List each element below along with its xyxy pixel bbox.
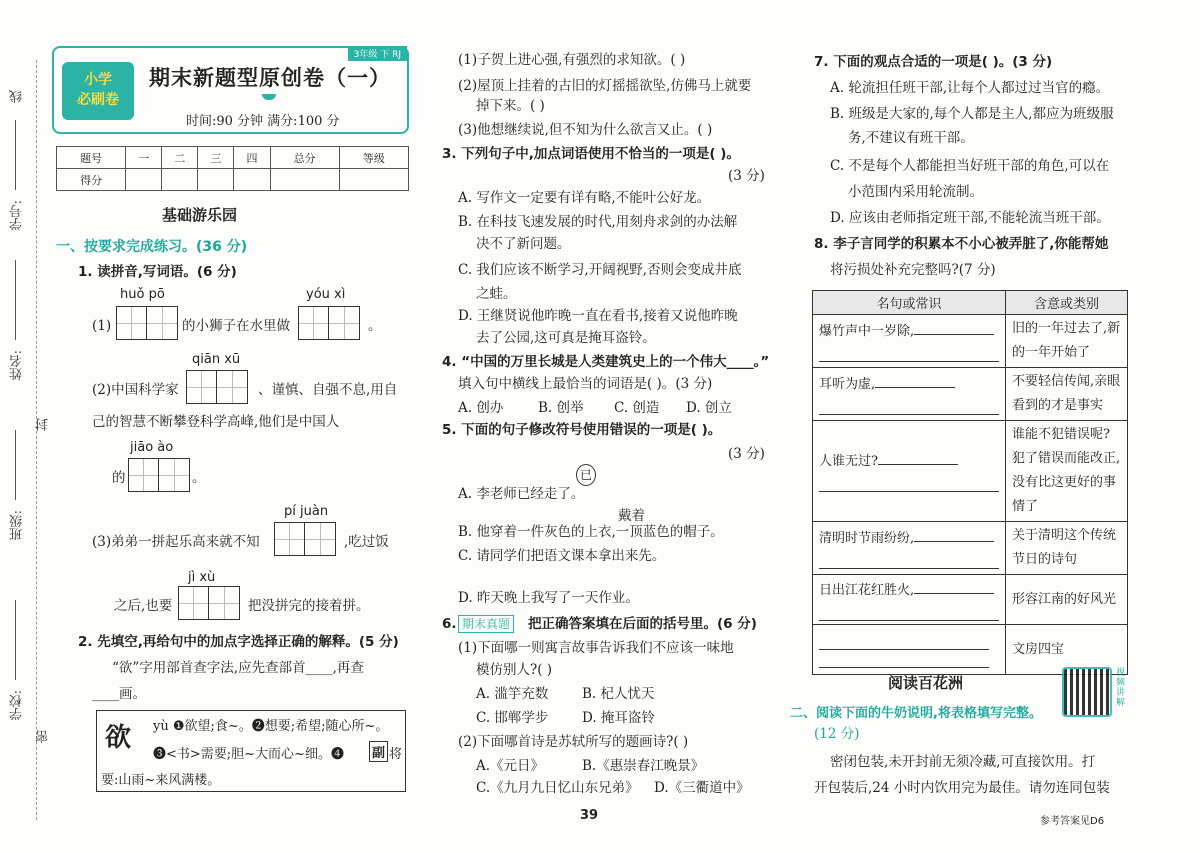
pinyin-4: jiāo ào	[130, 440, 174, 455]
q6-1b: 模仿别人?( )	[476, 662, 553, 678]
q1: 1. 读拼音,写词语。(6 分)	[78, 264, 237, 280]
q3-c: C. 我们应该不断学习,开阔视野,否则会变成井底	[458, 262, 742, 278]
pinyin-5: pí juàn	[284, 504, 329, 519]
table-cell-left[interactable]: 爆竹声中一岁除,	[813, 315, 1006, 368]
q6-1: (1)下面哪一则寓言故事告诉我们不应该一味地	[458, 640, 734, 656]
part2-score: (12 分)	[814, 726, 860, 742]
tianzige-6[interactable]	[178, 586, 240, 620]
q1-1-text: 的小狮子在水里做	[182, 318, 290, 334]
q5: 5. 下面的句子修改符号使用错误的一项是( )。	[442, 422, 722, 438]
score-cell: 总分	[270, 147, 339, 169]
gutter-school: 学校:	[10, 690, 25, 721]
q5-d: D. 昨天晚上我写了一天作业。	[458, 590, 639, 606]
column-1	[52, 0, 417, 853]
binding-gutter	[0, 0, 51, 853]
q5-score: (3 分)	[728, 446, 765, 462]
q4-b: 填入句中横线上最恰当的词语是( )。(3 分)	[458, 376, 713, 392]
score-input[interactable]	[126, 169, 162, 191]
answer-reference: 参考答案见D6	[1040, 816, 1105, 827]
table-cell-left[interactable]: 耳听为虚,	[813, 368, 1006, 421]
q1-3-a: (3)弟弟一拼起乐高来就不知	[92, 534, 260, 550]
score-input[interactable]	[162, 169, 198, 191]
q1-2-c: 己的智慧不断攀登科学高峰,他们是中国人	[92, 414, 340, 430]
table-row	[813, 368, 1128, 421]
gutter-mi: 密	[36, 730, 51, 743]
q7-b2: 务,不建议有班干部。	[848, 130, 974, 146]
score-input[interactable]	[270, 169, 339, 191]
q3-d2: 去了公园,这可真是掩耳盗铃。	[476, 330, 656, 346]
brand-logo: 小学 必刷卷	[62, 62, 134, 120]
q7-c2: 小范围内采用轮流制。	[848, 184, 983, 200]
q5-b-mark: 戴着	[618, 508, 645, 524]
score-table	[56, 146, 409, 191]
q8: 8. 李子言同学的积累本不小心被弄脏了,你能帮她	[814, 236, 1109, 252]
score-cell: 得分	[57, 169, 126, 191]
q7-a[interactable]: A. 轮流担任班干部,让每个人都过过当官的瘾。	[830, 80, 1110, 96]
q2: 2. 先填空,再给句中的加点字选择正确的解释。(5 分)	[78, 634, 399, 650]
q6-1-opt-c[interactable]: C. 邯郸学步	[476, 710, 549, 726]
score-table-header-row	[57, 147, 409, 169]
q3-b2: 决不了新问题。	[476, 236, 571, 252]
q7-b[interactable]: B. 班级是大家的,每个人都是主人,都应为班级服	[830, 106, 1114, 122]
q1-2-a: (2)中国科学家	[92, 382, 179, 398]
table-cell-right: 形容江南的好风光	[1006, 575, 1128, 625]
q1-2-d: 的	[112, 470, 126, 486]
q2-a: “欲”字用部首查字法,应先查部首____,再查	[112, 660, 364, 676]
q1-3-d: 把没拼完的接着拼。	[248, 598, 370, 614]
q1-2-b: 、谨慎、自强不息,用自	[258, 382, 398, 398]
tianzige-3[interactable]	[186, 370, 248, 404]
q2-sub2: (2)屋顶上挂着的古旧的灯摇摇欲坠,仿佛马上就要	[458, 78, 752, 94]
score-input[interactable]	[234, 169, 270, 191]
idiom-table-header	[813, 291, 1128, 315]
q6-1-opt-b[interactable]: B. 杞人忧天	[582, 686, 655, 702]
q4-opt-a[interactable]: A. 创办	[458, 400, 504, 416]
q7: 7. 下面的观点合适的一项是( )。(3 分)	[814, 54, 1053, 70]
section-title-reading: 阅读百花洲	[888, 674, 964, 692]
q5-a-mark: 已	[576, 464, 596, 486]
q5-c: C. 请同学们把语文课本拿出来先。	[458, 548, 666, 564]
section-title-basics: 基础游乐园	[162, 206, 238, 224]
table-cell-right: 谁能不犯错误呢?犯了错误而能改正,没有比这更好的事情了	[1006, 421, 1128, 522]
dict-line-1: yù ❶欲望;食~。❷想要;希望;随心所~。	[153, 719, 389, 734]
table-cell-left[interactable]: 清明时节雨纷纷,	[813, 522, 1006, 575]
grade-badge: 3年级 下 RJ	[348, 46, 407, 61]
q4-opt-b[interactable]: B. 创举	[538, 400, 584, 416]
table-row	[813, 421, 1128, 522]
q1-3-b: ,吃过饭	[344, 534, 389, 550]
cut-line	[36, 60, 37, 820]
table-cell-left[interactable]: 日出江花红胜火,	[813, 575, 1006, 625]
q6-2: (2)下面哪首诗是苏轼所写的题画诗?( )	[458, 734, 689, 750]
exam-title: 期末新题型原创卷（一）	[149, 65, 391, 90]
student-number-blank[interactable]	[15, 120, 16, 190]
q6-1-opt-a[interactable]: A. 滥竽充数	[476, 686, 549, 702]
table-cell-left[interactable]	[813, 625, 1006, 675]
dict-line-3: 要:山雨~来风满楼。	[101, 773, 221, 788]
dict-seal-glyph: 副	[369, 741, 388, 762]
table-cell-right: 文房四宝	[1006, 625, 1128, 675]
q1-1-end: 。	[368, 318, 382, 334]
score-cell: 等级	[339, 147, 408, 169]
q3: 3. 下列句子中,加点词语使用不恰当的一项是( )。	[442, 146, 740, 162]
gutter-line-label: 线	[10, 90, 25, 103]
reading-p2: 开包装后,24 小时内饮用完为最佳。请勿连同包装	[814, 780, 1110, 796]
qr-label: 视频讲解	[1116, 668, 1126, 708]
gutter-name: 姓名:	[10, 350, 25, 381]
gutter-class: 班级:	[10, 510, 25, 541]
q3-a: A. 写作文一定要有详有略,不能叶公好龙。	[458, 190, 711, 206]
q8-b: 将污损处补充完整吗?(7 分)	[830, 262, 996, 278]
table-row	[813, 522, 1128, 575]
tianzige-5[interactable]	[274, 522, 336, 556]
pinyin-2: yóu xì	[306, 287, 346, 302]
table-cell-left[interactable]: 人谁无过?	[813, 421, 1006, 522]
idiom-table	[812, 290, 1128, 675]
q4: 4. “中国的万里长城是人类建筑史上的一个伟大____。”	[442, 354, 770, 370]
q2-sub1: (1)子贺上进心强,有强烈的求知欲。( )	[458, 52, 686, 68]
gutter-student-number: 学号:	[10, 200, 25, 231]
pinyin-3: qiān xū	[192, 352, 241, 367]
q6-tag-wrap	[458, 614, 514, 634]
q6-1-opt-d[interactable]: D. 掩耳盗铃	[582, 710, 655, 726]
table-row	[813, 315, 1128, 368]
title-ornament	[262, 94, 276, 100]
school-blank[interactable]	[15, 600, 16, 680]
pinyin-1: huǒ pō	[120, 287, 165, 302]
q3-d: D. 王继贤说他昨晚一直在看书,接着又说他昨晚	[458, 308, 738, 324]
q1-3-c: 之后,也要	[114, 598, 173, 614]
exam-header	[52, 46, 409, 134]
q1-2-e: 。	[192, 470, 206, 486]
page-number: 39	[580, 808, 599, 823]
score-table-row	[57, 169, 409, 191]
part1-heading: 一、按要求完成练习。(36 分)	[56, 239, 248, 255]
class-blank[interactable]	[15, 430, 16, 500]
column-3	[790, 0, 1138, 853]
dictionary-box	[96, 710, 406, 792]
score-input[interactable]	[339, 169, 408, 191]
table-cell-right: 旧的一年过去了,新的一年开始了	[1006, 315, 1128, 368]
score-cell: 二	[162, 147, 198, 169]
name-blank[interactable]	[15, 260, 16, 340]
q3-b: B. 在科技飞速发展的时代,用刻舟求剑的办法解	[458, 214, 738, 230]
qr-code-icon[interactable]	[1062, 667, 1112, 717]
q6: 把正确答案填在后面的括号里。(6 分)	[528, 616, 757, 632]
score-cell: 三	[198, 147, 234, 169]
score-cell: 一	[126, 147, 162, 169]
q3-c2: 之蛙。	[476, 286, 517, 302]
idiom-col-left: 名句或常识	[813, 291, 1006, 315]
part2-heading: 二、阅读下面的牛奶说明,将表格填写完整。	[790, 706, 1042, 721]
q6-number: 6.	[442, 616, 457, 632]
q7-d[interactable]: D. 应该由老师指定班干部,不能轮流当班干部。	[830, 210, 1110, 226]
q4-opt-d[interactable]: D. 创立	[686, 400, 732, 416]
pinyin-6: jì xù	[188, 570, 216, 585]
dict-line-2b: 将	[389, 747, 403, 762]
score-cell: 四	[234, 147, 270, 169]
q5-a: A. 李老师已经走了。	[458, 486, 585, 502]
q6-2-opt-d[interactable]: D.《三衢道中》	[654, 780, 750, 796]
tianzige-2[interactable]	[298, 306, 360, 340]
dict-line-2: ❸<书>需要;胆~大而心~细。❹	[153, 747, 344, 762]
q3-score: (3 分)	[728, 168, 765, 184]
q4-opt-c[interactable]: C. 创造	[614, 400, 660, 416]
gutter-seal: 封	[36, 418, 51, 431]
q6-2-opt-b[interactable]: B.《惠崇春江晚景》	[582, 758, 705, 774]
q7-c[interactable]: C. 不是每个人都能担当好班干部的角色,可以在	[830, 158, 1110, 174]
q6-tag: 期末真题	[458, 615, 514, 633]
score-input[interactable]	[198, 169, 234, 191]
tianzige-1[interactable]	[116, 306, 178, 340]
table-cell-right: 不要轻信传闻,亲眼看到的才是事实	[1006, 368, 1128, 421]
q5-b: B. 他穿着一件灰色的上衣,一顶蓝色的帽子。	[458, 524, 724, 540]
q2-sub2b: 掉下来。( )	[476, 98, 545, 114]
q6-2-opt-a[interactable]: A.《元日》	[476, 758, 545, 774]
q2-b: ____画。	[92, 686, 146, 702]
column-2	[436, 0, 798, 853]
q1-1-prefix: (1)	[92, 318, 112, 334]
exam-meta: 时间:90 分钟 满分:100 分	[186, 114, 340, 129]
score-cell: 题号	[57, 147, 126, 169]
idiom-col-right: 含意或类别	[1006, 291, 1128, 315]
q2-sub3: (3)他想继续说,但不知为什么欲言又止。( )	[458, 122, 713, 138]
reading-p1: 密闭包装,未开封前无须冷藏,可直接饮用。打	[830, 754, 1096, 770]
dict-headword: 欲	[105, 723, 132, 753]
q6-2-opt-c[interactable]: C.《九月九日忆山东兄弟》	[476, 780, 639, 796]
table-row	[813, 575, 1128, 625]
table-cell-right: 关于清明这个传统节日的诗句	[1006, 522, 1128, 575]
tianzige-4[interactable]	[128, 458, 190, 492]
